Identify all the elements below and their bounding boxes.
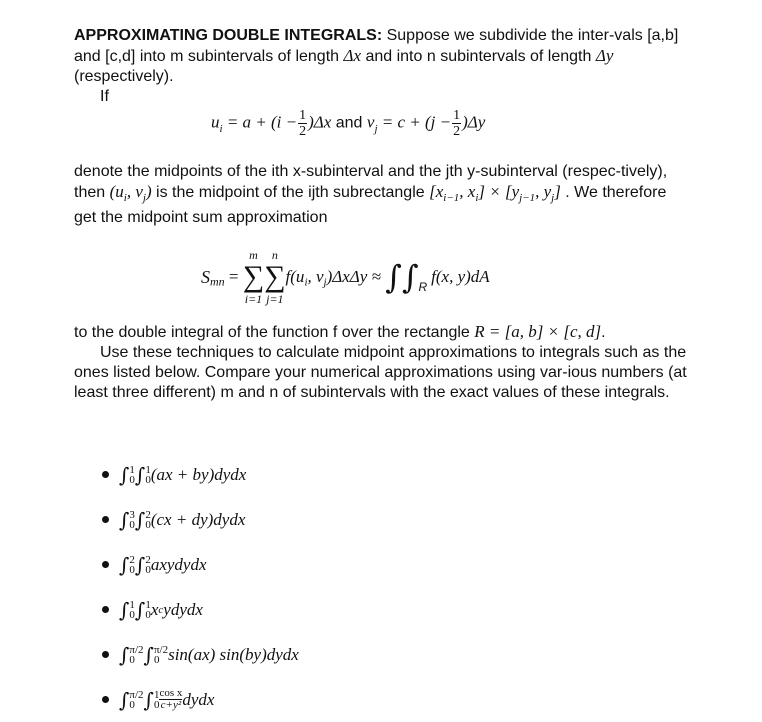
outer-top: π/2 <box>129 643 144 656</box>
integral-sign: ∫ <box>143 642 154 667</box>
integral-sign: ∫ <box>134 552 146 577</box>
outer-top: 3 <box>129 508 135 521</box>
outer-top: 2 <box>129 553 135 566</box>
inner-top: 2 <box>145 508 151 521</box>
double-integral-sign: ∫∫ <box>385 258 419 296</box>
delta-y: Δy <box>595 46 614 65</box>
denote-paragraph <box>74 162 688 228</box>
sum-body-i: i <box>304 276 308 289</box>
rect-mid: , x <box>459 182 476 201</box>
bullet-icon <box>102 516 109 523</box>
rect-open: [x <box>429 182 444 201</box>
rect-mid-2: ] × [y <box>478 182 520 201</box>
section-heading: APPROXIMATING DOUBLE INTEGRALS: <box>74 27 383 44</box>
if-line <box>74 87 688 107</box>
integral-region: R <box>418 280 428 295</box>
integral-sign: ∫ <box>119 462 130 487</box>
vj-rhs-end: )Δy <box>462 112 486 132</box>
pair-sub-i: i <box>123 192 127 205</box>
integrand-end: ydydx <box>163 599 203 619</box>
outer-top: 1 <box>129 598 135 611</box>
ui-rhs-end: )Δx <box>308 112 332 132</box>
integrand: dydx <box>182 689 215 709</box>
bullet-icon <box>102 471 109 478</box>
inner-bottom: 0 <box>145 473 151 486</box>
sum-i-top: m <box>249 248 258 262</box>
half-num-2: 1 <box>453 108 461 123</box>
integral-sign: ∫ <box>134 462 146 487</box>
bullet-icon <box>102 696 109 703</box>
outer-bottom: 0 <box>129 518 135 531</box>
fraction-numerator: cos x <box>159 687 183 699</box>
midpoint-sum-formula <box>201 248 490 314</box>
sum-lhs-sub: mn <box>210 274 225 289</box>
sum-i <box>243 248 264 306</box>
integrand: x <box>150 599 159 619</box>
rectangle-R: R = [a, b] × [c, d] <box>474 322 602 341</box>
integral-sign: ∫ <box>143 687 154 712</box>
sum-j <box>264 248 285 306</box>
integrand-exponent: c <box>158 603 164 616</box>
conclusion-text-b: . <box>601 324 606 341</box>
vj-symbol: v <box>366 112 375 132</box>
inner-bottom: 0 <box>145 563 151 576</box>
sum-i-bottom: i=1 <box>244 292 263 306</box>
intro-text-c: (respectively). <box>74 68 174 85</box>
pair-open: (u <box>109 182 124 201</box>
sum-body-mid: , v <box>307 267 324 286</box>
inner-top: 1 <box>153 688 160 701</box>
denote-text-a: denote the midpoints of the ith x-subinterval and the jth y-subinterval (respec-tively), then <box>74 163 668 201</box>
list-item <box>102 452 299 497</box>
half-den-1: 2 <box>299 124 307 139</box>
pair-close: ) <box>145 182 152 201</box>
integral-list <box>102 452 299 722</box>
integrand-fraction <box>159 688 182 711</box>
vj-subscript: j <box>374 122 378 135</box>
rect-sub-3: j−1 <box>519 192 536 205</box>
conclusion-block <box>74 322 688 403</box>
denote-text-b: is the midpoint of the ijth subrectangle <box>151 184 430 201</box>
sum-equals: = <box>224 267 243 286</box>
rect-sub-1: i−1 <box>443 192 460 205</box>
inner-bottom: 0 <box>145 608 151 621</box>
outer-limits <box>129 690 143 710</box>
inner-top: π/2 <box>153 643 169 656</box>
and-word: and <box>331 114 367 132</box>
inner-top: 1 <box>145 598 151 611</box>
integral-sign: ∫ <box>119 597 130 622</box>
list-item <box>102 632 299 677</box>
list-item <box>102 677 299 722</box>
inner-bottom: 0 <box>153 653 160 666</box>
inner-bottom: 0 <box>145 518 151 531</box>
outer-bottom: 0 <box>129 608 135 621</box>
denote-text-c: . We therefore get the midpoint sum approximation <box>74 184 667 227</box>
outer-bottom: 0 <box>129 653 135 666</box>
half-fraction-2 <box>452 108 461 139</box>
integral-integrand: f(x, y)dA <box>431 267 490 286</box>
sum-body: f(u <box>285 267 305 286</box>
rect-sub-2: i <box>475 192 479 205</box>
rect-sub-4: j <box>551 192 555 205</box>
integral-sign: ∫ <box>134 597 146 622</box>
sum-body-j: j <box>323 276 327 289</box>
intro-paragraph <box>74 26 688 87</box>
integral-sign: ∫ <box>119 552 130 577</box>
bullet-icon <box>102 561 109 568</box>
conclusion-text-a: to the double integral of the function f over the rectangle <box>74 324 475 341</box>
sum-j-top: n <box>271 248 278 262</box>
integrand: (ax + by)dydx <box>150 464 247 484</box>
midpoint-formula <box>211 108 485 152</box>
ui-rhs-start: = a + (i − <box>222 112 298 132</box>
inner-top: 1 <box>145 463 151 476</box>
integral-sign: ∫ <box>134 507 146 532</box>
inner-limits <box>154 645 168 665</box>
list-item <box>102 542 299 587</box>
ui-subscript: i <box>219 122 223 135</box>
pair-sub-j: j <box>142 192 146 205</box>
inner-top: 2 <box>145 553 151 566</box>
list-item <box>102 587 299 632</box>
rect-close: ] <box>554 182 561 201</box>
sum-j-bottom: j=1 <box>266 292 284 306</box>
integral-sign: ∫ <box>119 642 130 667</box>
integrand: (cx + dy)dydx <box>150 509 246 529</box>
bullet-icon <box>102 606 109 613</box>
pair-mid: , v <box>126 182 143 201</box>
fraction-denominator: c+y² <box>160 699 182 711</box>
bullet-icon <box>102 651 109 658</box>
conclusion-line <box>74 322 688 343</box>
outer-limits <box>129 645 143 665</box>
outer-bottom: 0 <box>129 698 135 711</box>
outer-bottom: 0 <box>129 563 135 576</box>
half-den-2: 2 <box>453 124 461 139</box>
list-item <box>102 497 299 542</box>
sum-body-end: )ΔxΔy ≈ <box>326 267 386 286</box>
vj-rhs-start: = c + (j − <box>377 112 452 132</box>
integrand: sin(ax) sin(by)dydx <box>168 644 299 664</box>
if-word: If <box>100 88 109 105</box>
outer-top: 1 <box>129 463 135 476</box>
instructions-paragraph: Use these techniques to calculate midpoint approximations to integrals such as the ones listed below. Compare your numerical approximations using var-ious numbers (at least three different) m and n of subintervals with the exact values of these integrals. <box>74 344 687 401</box>
outer-bottom: 0 <box>129 473 135 486</box>
sigma-1: ∑ <box>242 260 265 293</box>
rect-mid-3: , y <box>535 182 552 201</box>
half-num-1: 1 <box>299 108 307 123</box>
integrand: axydydx <box>150 554 207 574</box>
sigma-2: ∑ <box>264 260 286 293</box>
ui-symbol: u <box>211 112 220 132</box>
integral-sign: ∫ <box>119 507 130 532</box>
outer-top: π/2 <box>129 688 144 701</box>
integral-sign: ∫ <box>119 687 130 712</box>
half-fraction-1 <box>298 108 307 139</box>
delta-x: Δx <box>343 46 362 65</box>
intro-text-b: and into n subintervals of length <box>361 48 596 65</box>
sum-lhs: S <box>201 267 210 287</box>
intro-text-a: Suppose we subdivide the inter-vals [a,b] and [c,d] into m subintervals of length <box>74 27 679 65</box>
inner-bottom: 0 <box>153 698 160 711</box>
